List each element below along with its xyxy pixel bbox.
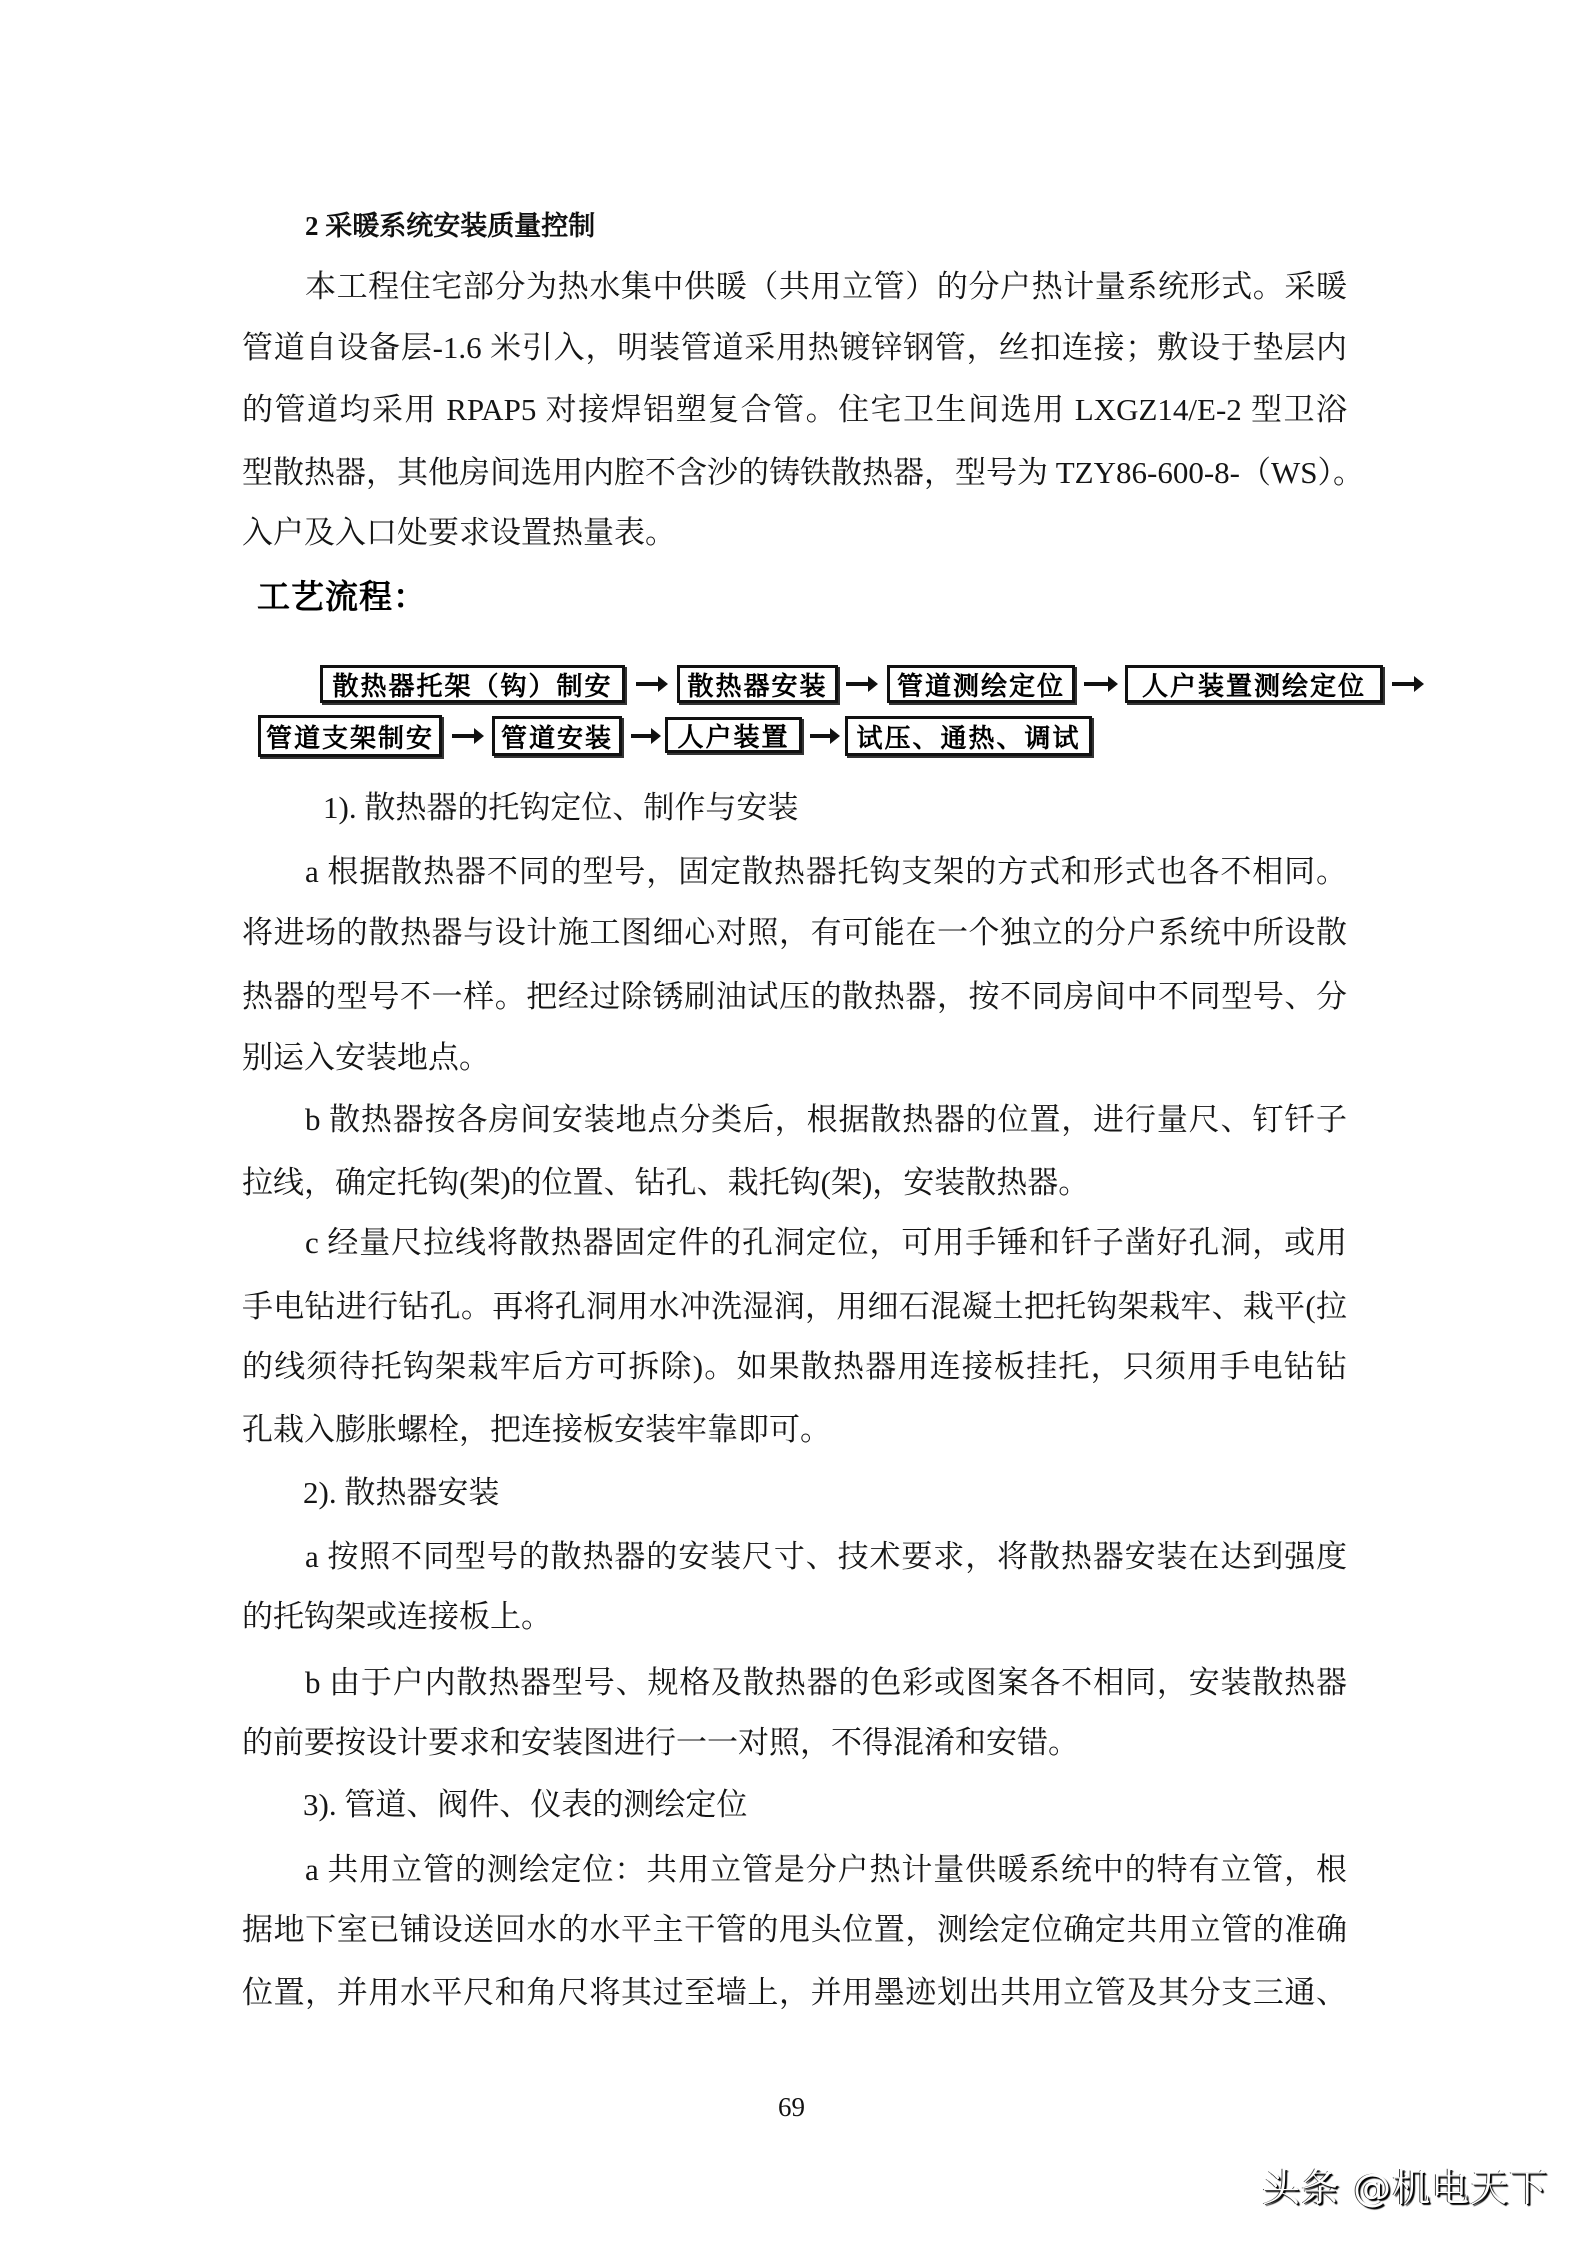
paragraph-line: a 共用立管的测绘定位：共用立管是分户热计量供暖系统中的特有立管，根 <box>305 1852 1347 1887</box>
arrow-right-icon <box>1392 682 1418 686</box>
paragraph-line: 位置，并用水平尺和角尺将其过至墙上，并用墨迹划出共用立管及其分支三通、 <box>242 1975 1347 2010</box>
flow-step-bracket-fabrication: 散热器托架（钩）制安 <box>320 665 625 703</box>
section-heading: 2 采暖系统安装质量控制 <box>305 211 596 241</box>
arrow-right-icon <box>846 682 872 686</box>
flow-step-radiator-install: 散热器安装 <box>677 665 838 703</box>
flow-step-test-commission: 试压、通热、调试 <box>845 716 1092 756</box>
paragraph-line: 手电钻进行钻孔。再将孔洞用水冲洗湿润，用细石混凝土把托钩架栽牢、栽平(拉 <box>242 1289 1347 1324</box>
paragraph-line: 热器的型号不一样。把经过除锈刷油试压的散热器，按不同房间中不同型号、分 <box>242 979 1347 1014</box>
flow-step-pipe-support-fabrication: 管道支架制安 <box>258 715 442 757</box>
arrow-right-icon <box>631 734 655 738</box>
flow-step-pipe-install: 管道安装 <box>492 716 622 756</box>
paragraph-line: 型散热器，其他房间选用内腔不含沙的铸铁散热器，型号为 TZY86-600-8-（WS）。 <box>242 455 1364 490</box>
subsection-title: 1). 散热器的托钩定位、制作与安装 <box>323 790 799 825</box>
arrow-right-icon <box>1084 682 1112 686</box>
flow-step-household-device: 人户装置 <box>665 717 802 753</box>
paragraph-line: 本工程住宅部分为热水集中供暖（共用立管）的分户热计量系统形式。采暖 <box>305 269 1347 304</box>
paragraph-line: a 根据散热器不同的型号，固定散热器托钩支架的方式和形式也各不相同。 <box>305 854 1347 889</box>
arrow-right-icon <box>452 734 478 738</box>
paragraph-line: b 由于户内散热器型号、规格及散热器的色彩或图案各不相同，安装散热器 <box>305 1665 1347 1700</box>
flow-step-pipe-survey: 管道测绘定位 <box>887 665 1075 703</box>
arrow-right-icon <box>810 734 834 738</box>
paragraph-line: 的托钩架或连接板上。 <box>242 1599 552 1634</box>
paragraph-line: 的前要按设计要求和安装图进行一一对照，不得混淆和安错。 <box>242 1725 1079 1760</box>
paragraph-line: b 散热器按各房间安装地点分类后，根据散热器的位置，进行量尺、钉钎子 <box>305 1102 1347 1137</box>
paragraph-line: 孔栽入膨胀螺栓，把连接板安装牢靠即可。 <box>242 1412 831 1447</box>
paragraph-line: 入户及入口处要求设置热量表。 <box>242 515 676 550</box>
subsection-title: 2). 散热器安装 <box>303 1475 500 1510</box>
paragraph-line: 管道自设备层-1.6 米引入，明装管道采用热镀锌钢管，丝扣连接；敷设于垫层内 <box>242 330 1347 365</box>
paragraph-line: 将进场的散热器与设计施工图细心对照，有可能在一个独立的分户系统中所设散 <box>242 915 1347 950</box>
paragraph-line: 的线须待托钩架栽牢后方可拆除)。如果散热器用连接板挂托，只须用手电钻钻 <box>242 1349 1347 1384</box>
paragraph-line: 的管道均采用 RPAP5 对接焊铝塑复合管。住宅卫生间选用 LXGZ14/E-2 型卫浴 <box>242 392 1347 427</box>
subsection-title: 3). 管道、阀件、仪表的测绘定位 <box>303 1787 748 1822</box>
flow-title: 工艺流程： <box>257 577 427 616</box>
paragraph-line: 拉线，确定托钩(架)的位置、钻孔、栽托钩(架)，安装散热器。 <box>242 1165 1090 1200</box>
page-number: 69 <box>778 2092 805 2122</box>
flow-step-household-device-survey: 人户装置测绘定位 <box>1125 665 1383 703</box>
arrow-right-icon <box>636 682 662 686</box>
paragraph-line: c 经量尺拉线将散热器固定件的孔洞定位，可用手锤和钎子凿好孔洞，或用 <box>305 1225 1347 1260</box>
watermark: 头条 @机电天下 <box>1262 2166 1549 2210</box>
paragraph-line: 据地下室已铺设送回水的水平主干管的甩头位置，测绘定位确定共用立管的准确 <box>242 1912 1347 1947</box>
paragraph-line: 别运入安装地点。 <box>242 1040 490 1075</box>
paragraph-line: a 按照不同型号的散热器的安装尺寸、技术要求，将散热器安装在达到强度 <box>305 1539 1347 1574</box>
